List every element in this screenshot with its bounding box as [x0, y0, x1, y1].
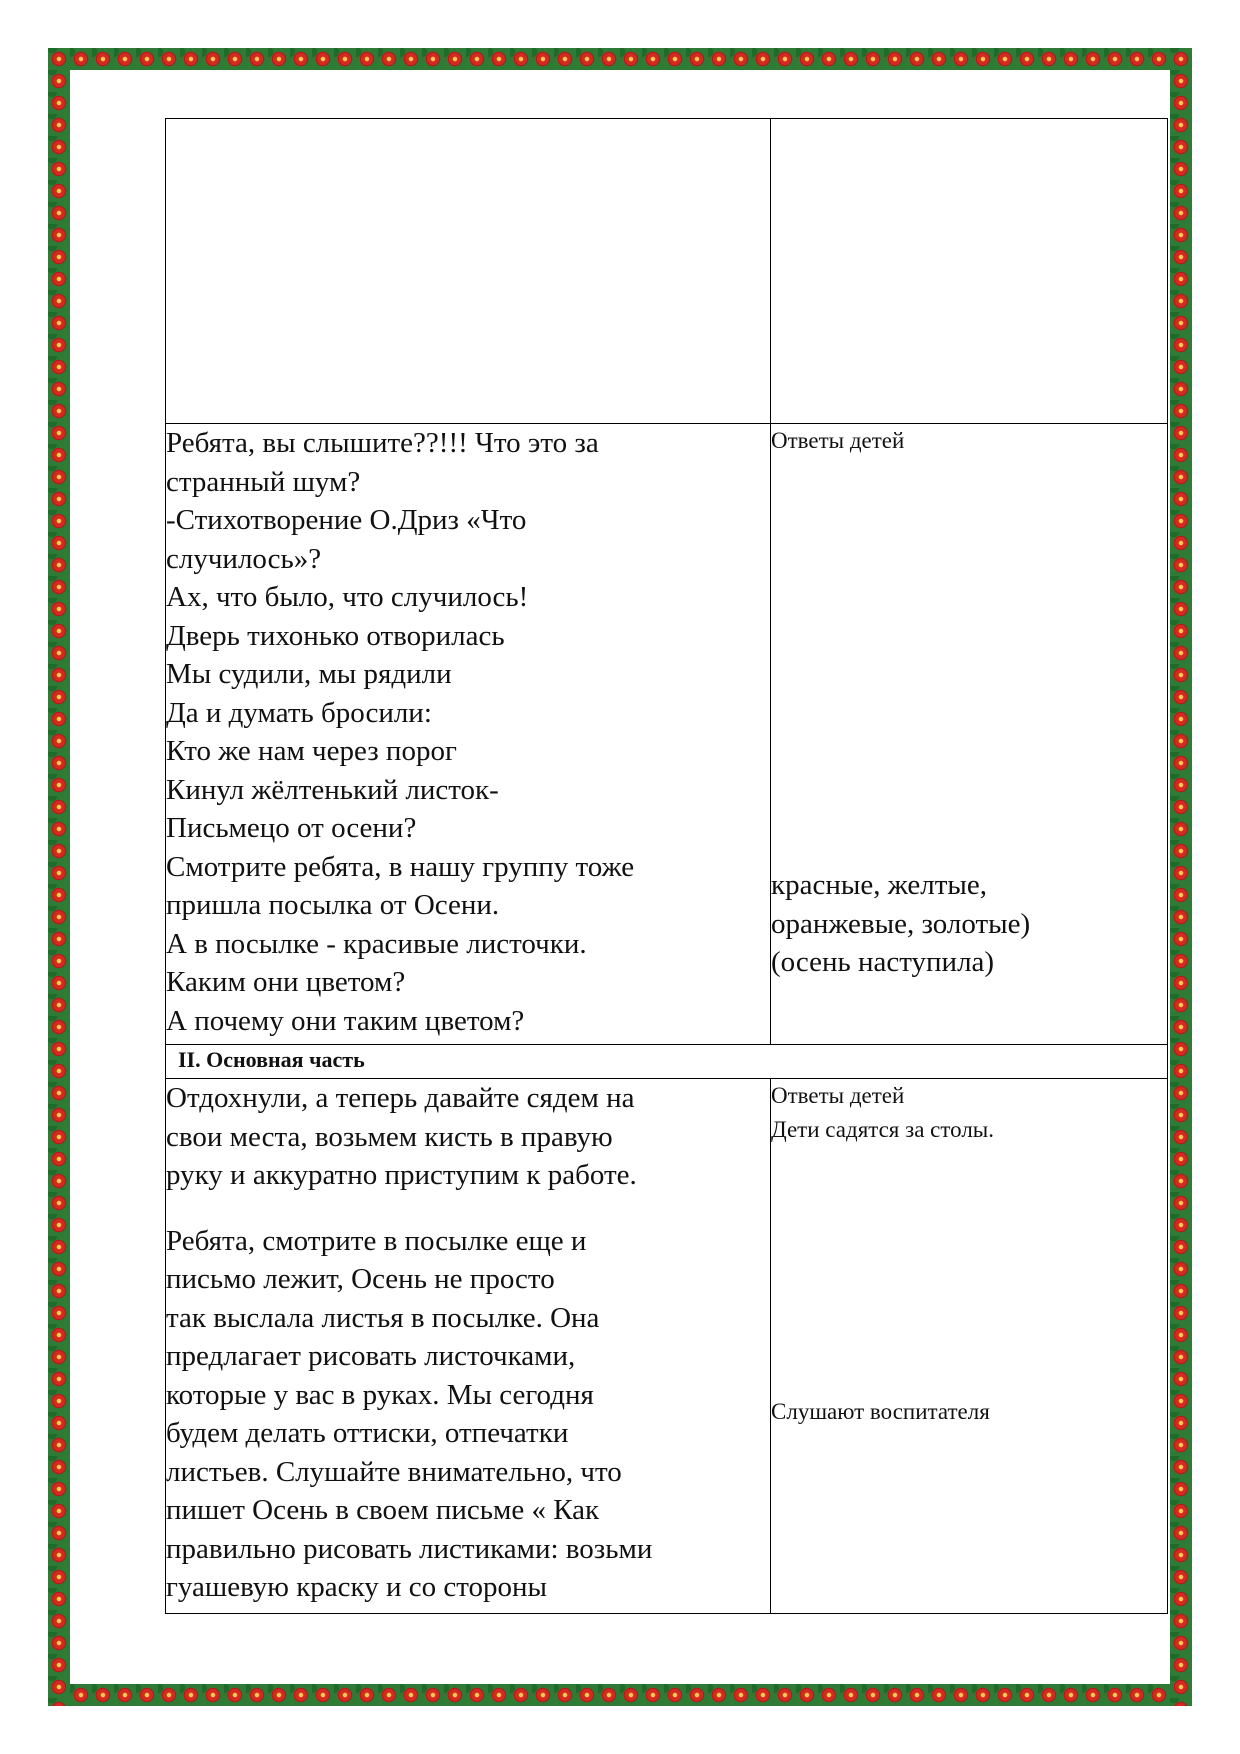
text-line: Мы судили, мы рядили [166, 658, 452, 690]
paragraph-gap [166, 1195, 770, 1222]
text-line: Письмецо от осени? [166, 812, 417, 844]
table-row-section-header [166, 1045, 1168, 1079]
text-line: так выслала листья в посылке. Она [166, 1301, 600, 1334]
table-row-empty [166, 119, 1168, 424]
children-action-text: Дети садятся за столы. [771, 1117, 995, 1142]
children-listen-text: Слушают воспитателя [771, 1399, 990, 1424]
text-line: руку и аккуратно приступим к работе. [166, 1159, 637, 1191]
lesson-plan-table [165, 118, 1168, 1614]
text-line: А почему они таким цветом? [166, 1004, 525, 1037]
children-answers-label: Ответы детей [771, 428, 905, 453]
empty-cell-right [771, 119, 1168, 424]
text-line: Каким они цветом? [166, 966, 406, 998]
text-line: Да и думать бросили: [166, 696, 432, 729]
text-line: гуашевую краску и со стороны [166, 1571, 548, 1603]
text-line: Ребята, вы слышите??!!! Что это за [166, 427, 599, 459]
text-line: листьев. Слушайте внимательно, что [166, 1455, 622, 1488]
decorative-border-right [1170, 48, 1192, 1706]
text-line: -Стихотворение О.Дриз «Что [166, 504, 527, 536]
table-row-main-part [166, 1079, 1168, 1614]
decorative-border-left [48, 48, 70, 1706]
text-line: Смотрите ребята, в нашу группу тоже [166, 850, 635, 883]
text-line: оранжевые, золотые) [771, 907, 1031, 940]
text-line: красные, желтые, [771, 869, 987, 901]
text-line: Отдохнули, а теперь давайте сядем на [166, 1082, 635, 1114]
text-line: Кто же нам через порог [166, 735, 457, 767]
text-line: пишет Осень в своем письме « Как [166, 1494, 600, 1526]
text-line: Ах, что было, что случилось! [166, 581, 529, 613]
children-answers-label: Ответы детей [771, 1083, 905, 1108]
text-line: предлагает рисовать листочками, [166, 1340, 576, 1372]
decorative-border-bottom [48, 1684, 1192, 1706]
section-title: II. Основная часть [178, 1047, 365, 1072]
expected-answers [771, 866, 1167, 982]
text-line: будем делать оттиски, отпечатки [166, 1417, 569, 1449]
section-header-cell [166, 1045, 1168, 1079]
text-line: пришла посылка от Осени. [166, 889, 500, 921]
empty-cell-left [166, 119, 771, 424]
teacher-speech-cell [166, 424, 771, 1045]
text-line: А в посылке - красивые листочки. [166, 927, 587, 960]
text-line: странный шум? [166, 465, 361, 498]
text-line: свои места, возьмем кисть в правую [166, 1120, 613, 1153]
decorative-border-top [48, 48, 1192, 70]
text-line: Кинул жёлтенький листок- [166, 773, 499, 806]
table-row-poem [166, 424, 1168, 1045]
children-activity-cell [771, 424, 1168, 1045]
text-line: письмо лежит, Осень не просто [166, 1263, 555, 1295]
children-activity-cell [771, 1079, 1168, 1614]
text-line: которые у вас в руках. Мы сегодня [166, 1378, 594, 1411]
text-line: Ребята, смотрите в посылке еще и [166, 1224, 587, 1257]
text-line: (осень наступила) [771, 946, 995, 978]
teacher-speech-cell [166, 1079, 771, 1614]
text-line: Дверь тихонько отворилась [166, 619, 505, 652]
text-line: случилось»? [166, 542, 322, 575]
text-line: правильно рисовать листиками: возьми [166, 1532, 653, 1565]
